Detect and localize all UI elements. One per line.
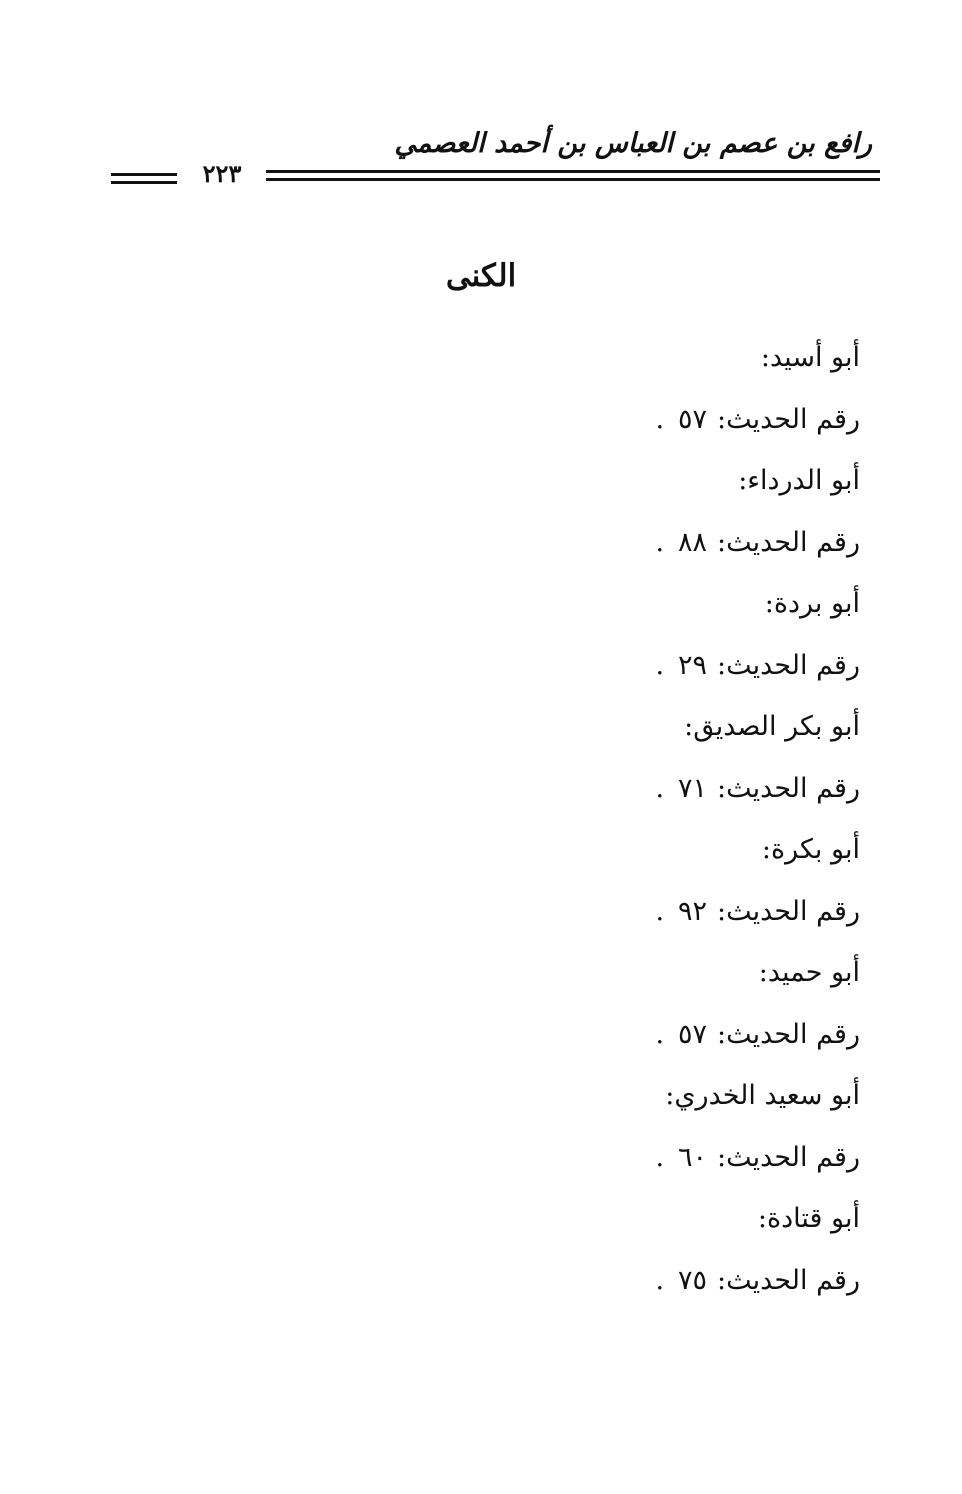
- hadith-ref-period: .: [655, 895, 665, 927]
- entry-name: [360, 338, 860, 400]
- hadith-ref-period: .: [655, 1264, 665, 1296]
- hadith-ref-label: رقم الحديث:: [717, 403, 860, 435]
- entry-hadith-ref: [360, 646, 860, 708]
- entry-name-text: أبو سعيد الخدري:: [665, 1080, 860, 1111]
- entry-name: [360, 830, 860, 892]
- hadith-ref-period: .: [655, 649, 665, 681]
- entry-name: [360, 1076, 860, 1138]
- page-number: ٢٢٣: [202, 159, 242, 188]
- hadith-ref-number: ٢٩: [678, 649, 708, 681]
- hadith-ref-label: رقم الحديث:: [717, 1264, 860, 1296]
- entry-name-text: أبو حميد:: [758, 957, 860, 988]
- section-title: الكنى: [445, 258, 517, 294]
- entry-name: [360, 1199, 860, 1261]
- kunya-entries-list: [360, 338, 860, 1322]
- hadith-ref-number: ٧١: [678, 772, 708, 804]
- entry-name: [360, 707, 860, 769]
- entry-hadith-ref: [360, 1015, 860, 1077]
- entry-hadith-ref: [360, 1138, 860, 1200]
- hadith-ref-number: ٧٥: [678, 1264, 708, 1296]
- header-rule-right-lower: [266, 178, 880, 181]
- entry-name-text: أبو قتادة:: [757, 1203, 860, 1234]
- running-header-title: رافع بن عصم بن العباس بن أحمد العصمي: [394, 128, 872, 159]
- hadith-ref-period: .: [655, 772, 665, 804]
- hadith-ref-number: ٦٠: [678, 1141, 708, 1173]
- entry-hadith-ref: [360, 523, 860, 585]
- hadith-ref-label: رقم الحديث:: [717, 895, 860, 927]
- entry-name: [360, 461, 860, 523]
- hadith-ref-number: ٥٧: [678, 403, 708, 435]
- entry-hadith-ref: [360, 769, 860, 831]
- hadith-ref-label: رقم الحديث:: [717, 772, 860, 804]
- hadith-ref-period: .: [655, 403, 665, 435]
- hadith-ref-label: رقم الحديث:: [717, 649, 860, 681]
- hadith-ref-label: رقم الحديث:: [717, 1141, 860, 1173]
- header-rule-left-upper: [111, 173, 177, 176]
- entry-hadith-ref: [360, 892, 860, 954]
- hadith-ref-number: ٩٢: [678, 895, 708, 927]
- entry-hadith-ref: [360, 1261, 860, 1323]
- hadith-ref-period: .: [655, 1018, 665, 1050]
- entry-hadith-ref: [360, 400, 860, 462]
- entry-name-text: أبو بكر الصديق:: [684, 711, 860, 742]
- entry-name: [360, 584, 860, 646]
- hadith-ref-number: ٨٨: [678, 526, 708, 558]
- hadith-ref-label: رقم الحديث:: [717, 1018, 860, 1050]
- entry-name-text: أبو أسيد:: [760, 342, 860, 373]
- entry-name-text: أبو بكرة:: [761, 834, 860, 865]
- hadith-ref-period: .: [655, 1141, 665, 1173]
- header-rule-left-lower: [111, 181, 177, 184]
- header-rule-right-upper: [266, 170, 880, 173]
- hadith-ref-label: رقم الحديث:: [717, 526, 860, 558]
- entry-name-text: أبو بردة:: [764, 588, 860, 619]
- entry-name: [360, 953, 860, 1015]
- hadith-ref-number: ٥٧: [678, 1018, 708, 1050]
- hadith-ref-period: .: [655, 526, 665, 558]
- entry-name-text: أبو الدرداء:: [738, 465, 860, 496]
